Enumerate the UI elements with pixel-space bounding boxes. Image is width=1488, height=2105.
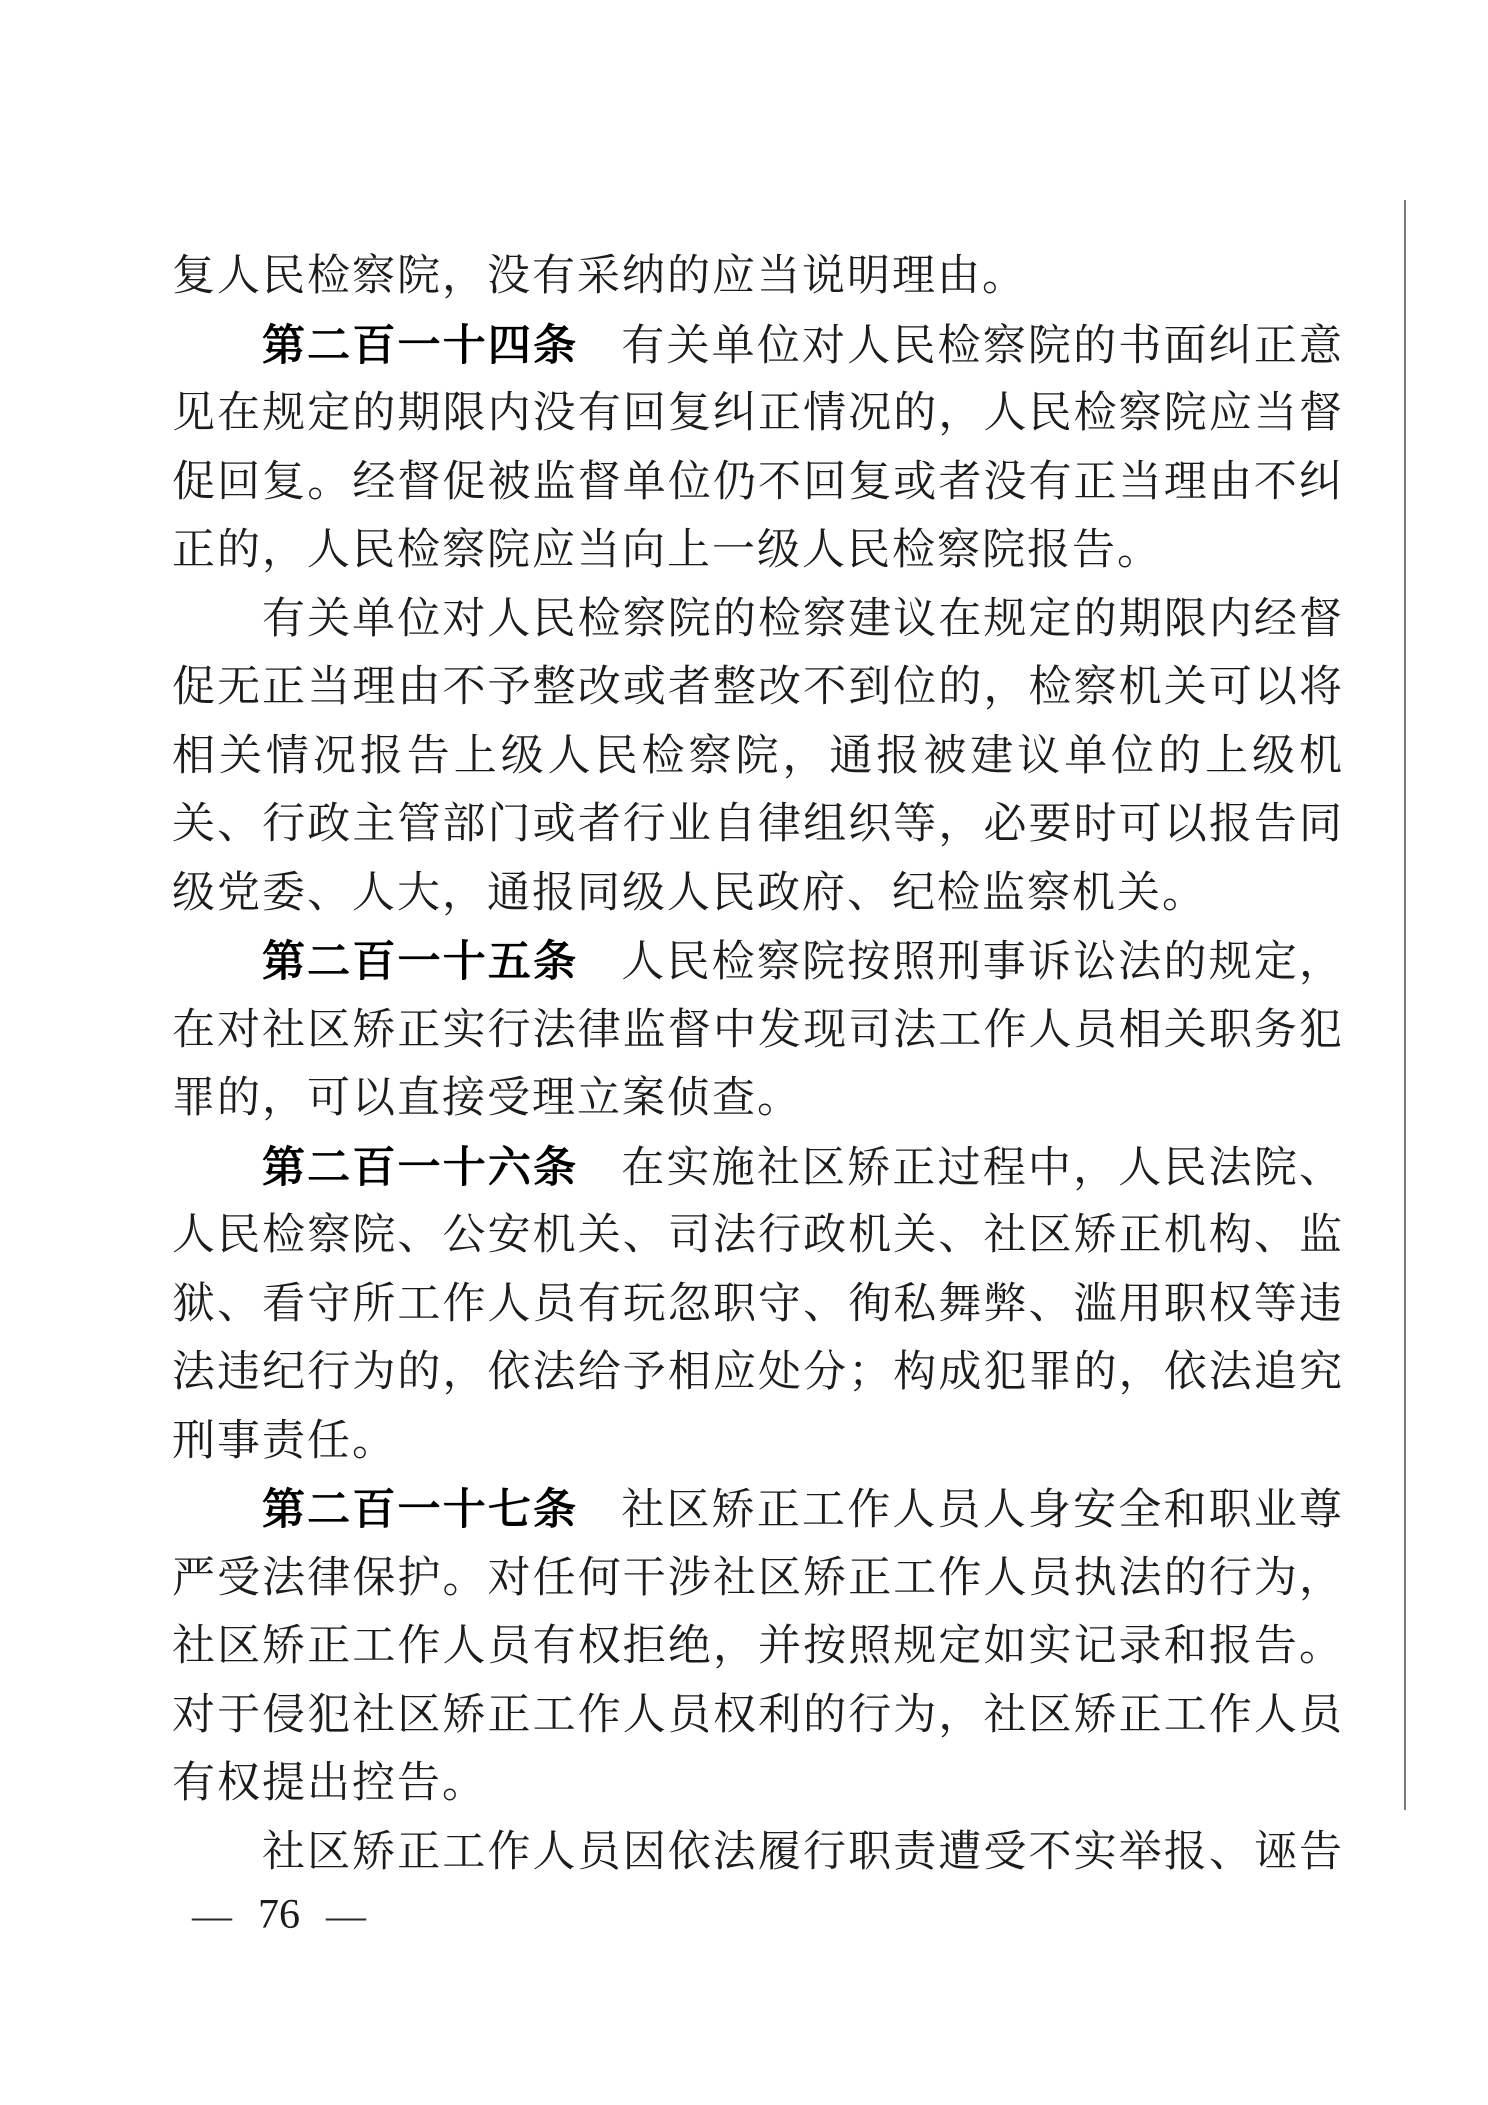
- article-line: [172, 312, 1344, 381]
- line-text: 对于侵犯社区矫正工作人员权利的行为，社区矫正工作人员: [172, 1691, 1344, 1739]
- footer-dash-right: —: [326, 1892, 366, 1938]
- footer-dash-left: —: [192, 1892, 232, 1938]
- line-text: 严受法律保护。对任何干涉社区矫正工作人员执法的行为，: [172, 1554, 1344, 1602]
- line-text: 正的，人民检察院应当向上一级人民检察院报告。: [172, 527, 1162, 574]
- text-line: [172, 1339, 1344, 1408]
- text-line: [172, 586, 1344, 655]
- text-line: [172, 243, 1344, 312]
- line-text: 复人民检察院，没有采纳的应当说明理由。: [172, 253, 1027, 300]
- text-line: [172, 723, 1344, 792]
- line-text: 法违纪行为的，依法给予相应处分；构成犯罪的，依法追究: [172, 1349, 1344, 1396]
- line-text: 人民检察院、公安机关、司法行政机关、社区矫正机构、监: [172, 1212, 1344, 1259]
- text-line: [172, 860, 1344, 929]
- text-line: [172, 654, 1344, 723]
- line-text: 相关情况报告上级人民检察院，通报被建议单位的上级机: [172, 732, 1344, 780]
- line-text: 刑事责任。: [172, 1417, 397, 1465]
- text-line: [172, 517, 1344, 586]
- line-text: 级党委、人大，通报同级人民政府、纪检监察机关。: [172, 869, 1207, 917]
- line-text: 社区矫正工作人员因依法履行职责遭受不实举报、诬告: [262, 1828, 1344, 1876]
- line-text: 狱、看守所工作人员有玩忽职守、徇私舞弊、滥用职权等违: [172, 1280, 1344, 1328]
- article-number: 第二百一十六条: [262, 1143, 579, 1192]
- text-line: [172, 1202, 1344, 1271]
- page-number: 76: [258, 1892, 300, 1938]
- text-line: [172, 449, 1344, 518]
- line-text: 在实施社区矫正过程中，人民法院、: [621, 1144, 1345, 1192]
- text-line: [172, 1408, 1344, 1477]
- text-line: [172, 1750, 1344, 1819]
- text-line: [172, 1545, 1344, 1614]
- article-number: 第二百一十七条: [262, 1486, 579, 1534]
- line-text: 社区矫正工作人员有权拒绝，并按照规定如实记录和报告。: [172, 1623, 1344, 1670]
- scan-edge-line: [1404, 200, 1406, 1810]
- line-text: 有关单位对人民检察院的书面纠正意: [621, 322, 1345, 370]
- line-text: 有关单位对人民检察院的检察建议在规定的期限内经督: [262, 595, 1344, 643]
- line-text: 在对社区矫正实行法律监督中发现司法工作人员相关职务犯: [172, 1006, 1344, 1054]
- text-line: [172, 1682, 1344, 1751]
- line-text: 社区矫正工作人员人身安全和职业尊: [621, 1487, 1345, 1534]
- article-line: [172, 928, 1344, 997]
- line-text: 罪的，可以直接受理立案侦查。: [172, 1075, 802, 1122]
- text-line: [172, 380, 1344, 449]
- article-line: [172, 1134, 1344, 1203]
- text-line: [172, 791, 1344, 860]
- text-line: [172, 1065, 1344, 1134]
- text-line: [172, 997, 1344, 1066]
- article-number: 第二百一十五条: [262, 938, 579, 986]
- line-text: 人民检察院按照刑事诉讼法的规定，: [621, 939, 1345, 986]
- article-number: 第二百一十四条: [262, 321, 579, 370]
- line-text: 促无正当理由不予整改或者整改不到位的，检察机关可以将: [172, 664, 1344, 711]
- page-footer: [192, 1890, 366, 1940]
- text-line: [172, 1613, 1344, 1682]
- text-block: [172, 243, 1344, 1887]
- line-text: 促回复。经督促被监督单位仍不回复或者没有正当理由不纠: [172, 458, 1344, 506]
- text-line: [172, 1271, 1344, 1340]
- line-text: 见在规定的期限内没有回复纠正情况的，人民检察院应当督: [172, 390, 1344, 437]
- line-text: 关、行政主管部门或者行业自律组织等，必要时可以报告同: [172, 801, 1344, 848]
- text-line: [172, 1819, 1344, 1888]
- article-line: [172, 1476, 1344, 1545]
- line-text: 有权提出控告。: [172, 1760, 487, 1807]
